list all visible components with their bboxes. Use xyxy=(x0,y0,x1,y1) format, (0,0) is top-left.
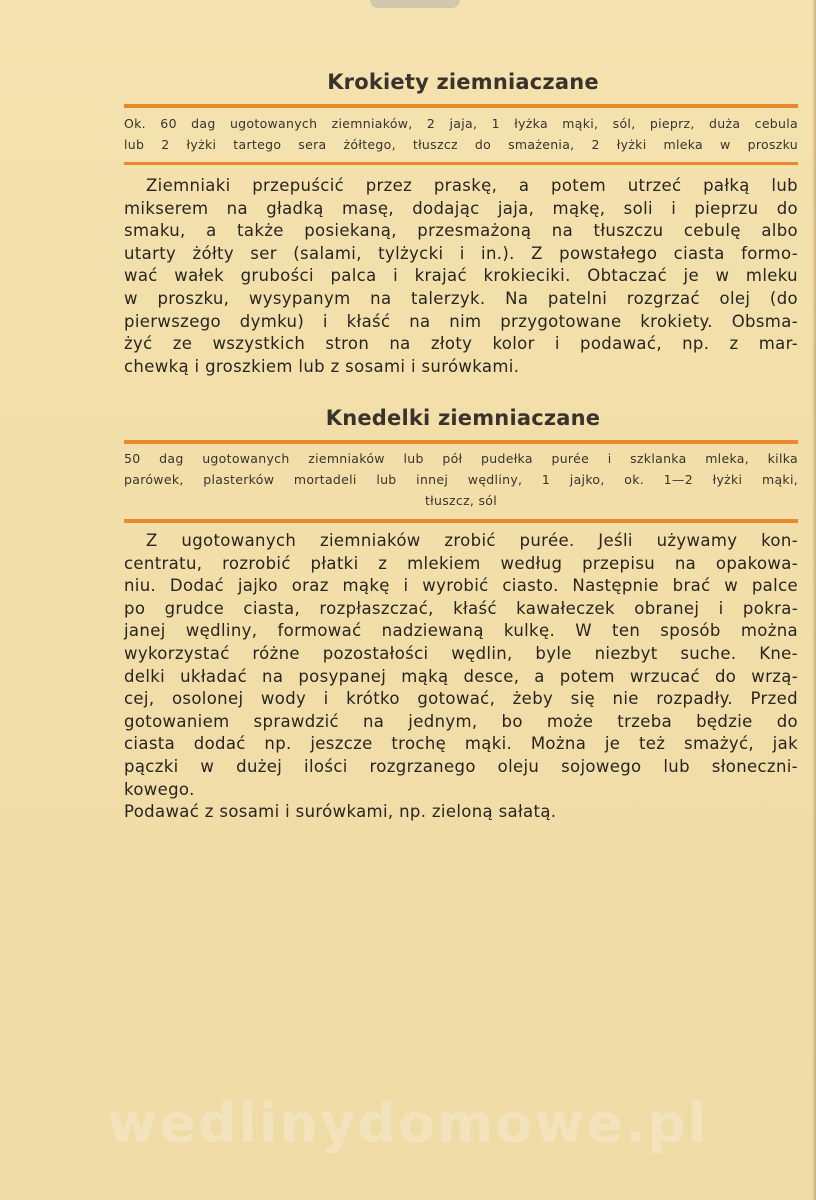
recipe1-instruction-line: żyć ze wszystkich stron na złoty kolor i podawać, np. z mar- xyxy=(124,334,798,354)
recipe1-instruction-line: mikserem na gładką masę, dodając jaja, mąkę, soli i pieprzu do xyxy=(124,198,798,218)
recipe2-instruction-line: cej, osolonej wody i krótko gotować, żeby się nie rozpadły. Przed xyxy=(124,689,798,709)
recipe2-instruction-line: centratu, rozrobić płatki z mlekiem według przepisu na opakowa- xyxy=(124,553,798,573)
recipe1-top-rule xyxy=(124,104,798,108)
recipe2-instruction-line: po grudce ciasta, rozpłaszczać, kłaść kawałeczek obranej i pokra- xyxy=(124,598,798,618)
recipe2-instruction-line: gotowaniem sprawdzić na jednym, bo może trzeba będzie do xyxy=(124,711,798,731)
recipe2-instruction-line: ciasta dodać np. jeszcze trochę mąki. Można je też smażyć, jak xyxy=(124,734,798,754)
recipe1-instruction-line: Ziemniaki przepuścić przez praskę, a potem utrzeć pałką lub xyxy=(146,176,798,195)
recipe2-instructions xyxy=(124,530,798,824)
recipe2-ingredient-line: 50 dag ugotowanych ziemniaków lub pół pudełka purée i szklanka mleka, kilka xyxy=(124,451,798,466)
recipe1-instruction-line: wać wałek grubości palca i krajać krokieciki. Obtaczać je w mleku xyxy=(124,266,798,286)
recipe1-bottom-rule xyxy=(124,162,798,165)
recipe2-instruction-line: pączki w dużej ilości rozgrzanego oleju sojowego lub słonecznі- xyxy=(124,756,798,776)
recipe2-instruction-line: Z ugotowanych ziemniaków zrobić purée. Jeśli używamy kon- xyxy=(146,531,798,550)
recipe2-instruction-line: Podawać z sosami i surówkami, np. zieloną sałatą. xyxy=(124,802,557,822)
recipe2-instruction-line: kowego. xyxy=(124,779,195,799)
recipe2-ingredient-line: tłuszcz, sól xyxy=(424,493,498,508)
recipe2-instruction-line: wykorzystać różne pozostałości wędlin, byle niezbyt suche. Kne- xyxy=(124,643,798,663)
recipe1-instruction-line: smaku, a także posiekaną, przesmażoną na tłuszczu cebulę albo xyxy=(124,221,798,241)
recipe1-instruction-line: utarty żółty ser (salami, tylżycki i in.). Z powstałego ciasta formo- xyxy=(124,243,798,263)
watermark: wedlinydomowe.pl xyxy=(107,1092,709,1155)
recipe2-instruction-line: janej wędliny, formować nadziewaną kulkę. W ten sposób można xyxy=(124,621,798,641)
recipe1-ingredient-line: lub 2 łyżki tartego sera żółtego, tłuszcz do smażenia, 2 łyżki mleka w proszku xyxy=(124,137,798,152)
recipe2-title: Knedelki ziemniaczane xyxy=(325,406,601,430)
recipe2-top-rule xyxy=(124,440,798,444)
recipe1-ingredient-line: Ok. 60 dag ugotowanych ziemniaków, 2 jaja, 1 łyżka mąki, sól, pieprz, duża cebula xyxy=(124,116,798,131)
recipe1-ingredients xyxy=(124,113,798,155)
recipe1-title: Krokiety ziemniaczane xyxy=(327,70,599,94)
recipe2-ingredients xyxy=(124,448,798,511)
page-edge-shadow xyxy=(812,0,816,1200)
recipe2-instruction-line: delki układać na posypanej mąką desce, a potem wrzucać do wrzą- xyxy=(124,666,798,686)
recipe1-instructions xyxy=(124,175,798,378)
recipe2-ingredient-line: parówek, plasterków mortadeli lub innej wędliny, 1 jajko, ok. 1—2 łyżki mąki, xyxy=(124,472,798,487)
recipe1-instruction-line: w proszku, wysypanym na talerzyk. Na patelni rozgrzać olej (do xyxy=(124,288,798,308)
recipe2-instruction-line: niu. Dodać jajko oraz mąkę i wyrobić ciasto. Następnie brać w palce xyxy=(124,576,798,596)
recipe1-instruction-line: chewką i groszkiem lub z sosami i surówkami. xyxy=(124,356,520,376)
recipe1-instruction-line: pierwszego dymku) i kłaść na nim przygotowane krokiety. Obsma- xyxy=(124,311,798,331)
page-top-tab xyxy=(370,0,460,8)
recipe2-bottom-rule xyxy=(124,519,798,523)
